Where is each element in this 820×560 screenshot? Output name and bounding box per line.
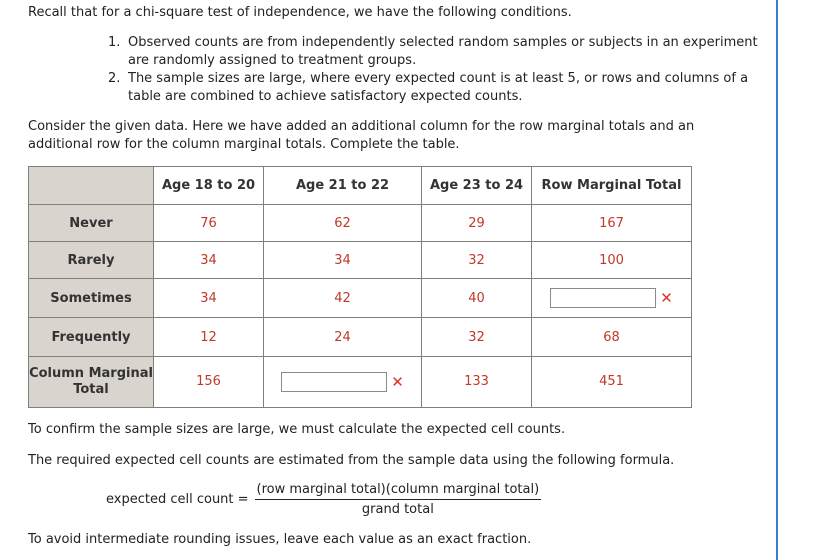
formula-numerator: (row marginal total)(column marginal total) xyxy=(255,482,542,500)
table-row xyxy=(29,318,692,357)
table-cell: 167 xyxy=(532,205,692,242)
row-header: Column Marginal Total xyxy=(29,357,154,408)
column-header: Age 21 to 22 xyxy=(264,167,422,205)
answer-cell-sometimes-total xyxy=(532,279,692,318)
formula-denominator: grand total xyxy=(361,502,434,517)
expected-counts-text: To confirm the sample sizes are large, we must calculate the expected cell counts. xyxy=(28,422,566,437)
table-row xyxy=(29,357,692,408)
condition-text: Observed counts are from independently selected random samples or subjects in an experiment are randomly assigned to treatment groups. xyxy=(128,35,758,68)
table-cell: 76 xyxy=(154,205,264,242)
condition-number: 2. xyxy=(108,71,121,86)
column-header: Age 18 to 20 xyxy=(154,167,264,205)
table-cell: 34 xyxy=(264,242,422,279)
condition-text: The sample sizes are large, where every expected count is at least 5, or rows and columns of a table are combined to achieve satisfactory expected counts. xyxy=(128,71,749,104)
condition-item xyxy=(108,34,768,70)
table-cell: 32 xyxy=(422,318,532,357)
table-row xyxy=(29,242,692,279)
incorrect-x-icon: ✕ xyxy=(660,288,673,307)
condition-item xyxy=(108,70,768,106)
row-header: Rarely xyxy=(29,242,154,279)
table-cell: 34 xyxy=(154,279,264,318)
answer-group xyxy=(550,288,673,308)
formula-fraction xyxy=(255,482,542,517)
answer-cell-age21-total xyxy=(264,357,422,408)
table-row xyxy=(29,205,692,242)
column-header: Row Marginal Total xyxy=(532,167,692,205)
table-cell: 62 xyxy=(264,205,422,242)
table-cell: 12 xyxy=(154,318,264,357)
table-cell: 40 xyxy=(422,279,532,318)
table-cell: 29 xyxy=(422,205,532,242)
table-cell: 32 xyxy=(422,242,532,279)
table-cell: 100 xyxy=(532,242,692,279)
contingency-table xyxy=(28,166,692,408)
column-header: Age 23 to 24 xyxy=(422,167,532,205)
table-header-row xyxy=(29,167,692,205)
sometimes-row-total-input[interactable] xyxy=(550,288,656,308)
table-cell: 451 xyxy=(532,357,692,408)
consider-text: Consider the given data. Here we have added an additional column for the row marginal totals and an additional row for the column marginal totals. Complete the table. xyxy=(28,119,695,152)
table-cell: 133 xyxy=(422,357,532,408)
conditions-list xyxy=(108,34,768,106)
row-header: Sometimes xyxy=(29,279,154,318)
table-cell: 156 xyxy=(154,357,264,408)
table-cell: 24 xyxy=(264,318,422,357)
table-cell: 68 xyxy=(532,318,692,357)
age21-column-total-input[interactable] xyxy=(281,372,387,392)
table-corner-cell xyxy=(29,167,154,205)
expected-count-formula xyxy=(106,482,541,517)
rounding-note-text: To avoid intermediate rounding issues, leave each value as an exact fraction. xyxy=(28,532,532,547)
intro-text: Recall that for a chi-square test of independence, we have the following conditions. xyxy=(28,5,572,20)
table-row xyxy=(29,279,692,318)
table-cell: 42 xyxy=(264,279,422,318)
answer-group xyxy=(281,372,404,392)
condition-number: 1. xyxy=(108,35,121,50)
formula-intro-text: The required expected cell counts are estimated from the sample data using the following formula. xyxy=(28,453,675,468)
formula-lhs: expected cell count = xyxy=(106,492,249,507)
table-cell: 34 xyxy=(154,242,264,279)
row-header: Never xyxy=(29,205,154,242)
row-header: Frequently xyxy=(29,318,154,357)
incorrect-x-icon: ✕ xyxy=(391,372,404,391)
